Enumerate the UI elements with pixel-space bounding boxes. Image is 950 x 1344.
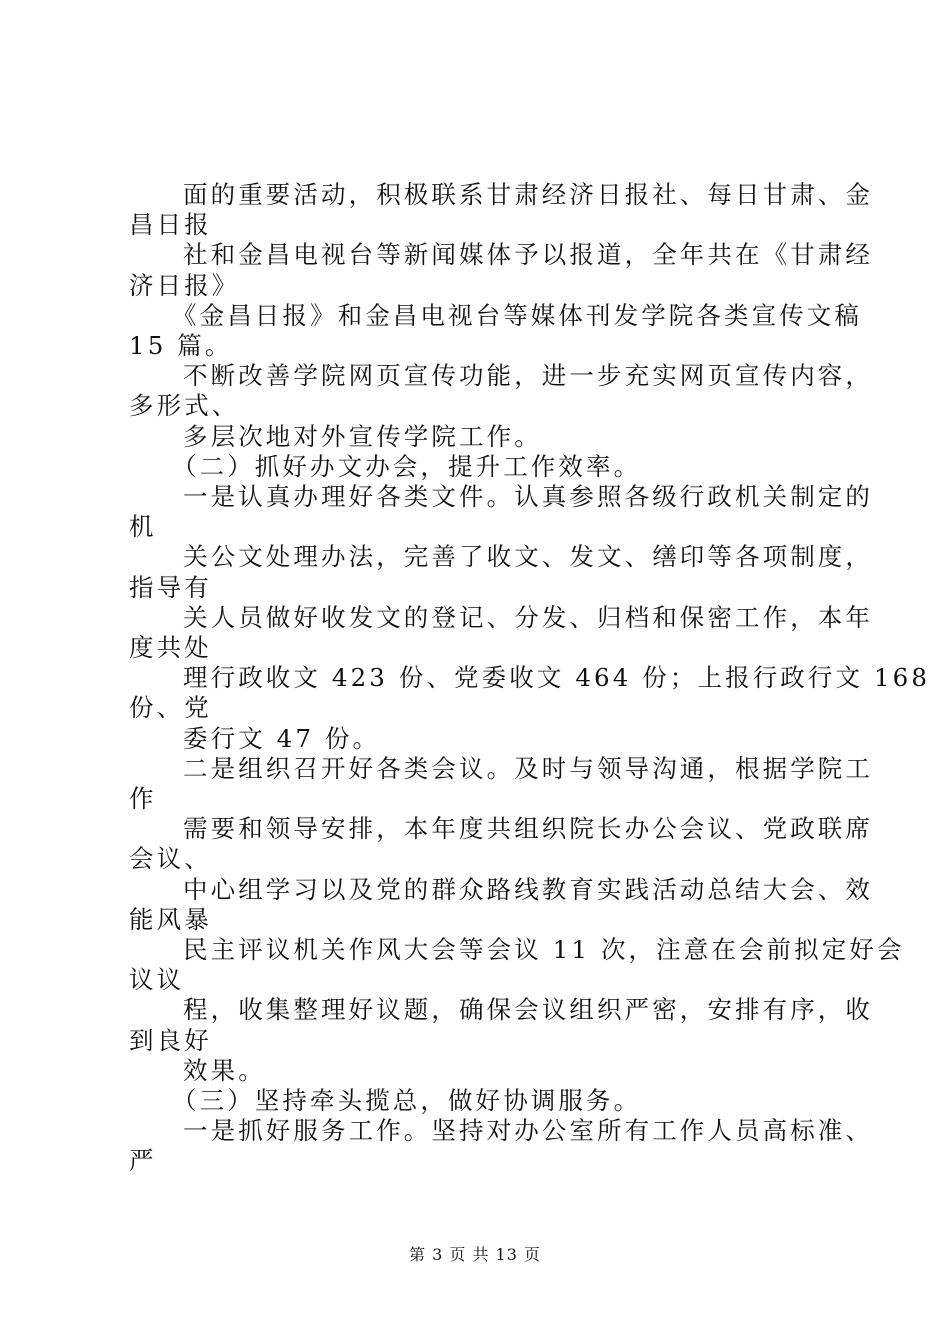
text-line: 程，收集整理好议题，确保会议组织严密，安排有序，收	[183, 995, 873, 1024]
text-line: 关公文处理办法，完善了收文、发文、缮印等各项制度，	[183, 542, 873, 571]
text-line: 需要和领导安排，本年度共组织院长办公会议、党政联席	[183, 814, 873, 843]
text-line: 作	[129, 784, 157, 813]
section-heading: （三）坚持牵头揽总，做好协调服务。	[172, 1086, 642, 1115]
text-line: 多形式、	[129, 391, 240, 420]
text-line: 面的重要活动，积极联系甘肃经济日报社、每日甘肃、金	[183, 180, 873, 209]
text-line: 会议、	[129, 844, 212, 873]
text-line: 机	[129, 512, 157, 541]
text-line: 关人员做好收发文的登记、分发、归档和保密工作，本年	[183, 603, 873, 632]
text-line: 理行政收文 423 份、党委收文 464 份；上报行政行文 168	[183, 663, 931, 692]
text-line: 到良好	[129, 1026, 212, 1055]
text-line: 二是组织召开好各类会议。及时与领导沟通，根据学院工	[183, 754, 873, 783]
text-line: 一是抓好服务工作。坚持对办公室所有工作人员高标准、	[183, 1116, 873, 1145]
text-line: 社和金昌电视台等新闻媒体予以报道，全年共在《甘肃经	[183, 240, 873, 269]
text-line: 济日报》	[129, 271, 240, 300]
text-line: 昌日报	[129, 210, 212, 239]
text-line: 指导有	[129, 573, 212, 602]
text-line: 严	[129, 1146, 157, 1175]
text-line: 能风暴	[129, 905, 212, 934]
text-line: 《金昌日报》和金昌电视台等媒体刊发学院各类宣传文稿	[172, 301, 862, 330]
text-line: 份、党	[129, 693, 212, 722]
text-line: 不断改善学院网页宣传功能，进一步充实网页宣传内容，	[183, 361, 873, 390]
text-line: 一是认真办理好各类文件。认真参照各级行政机关制定的	[183, 482, 873, 511]
page-footer: 第 3 页 共 13 页	[409, 1245, 541, 1264]
text-line: 多层次地对外宣传学院工作。	[183, 422, 542, 451]
text-line: 度共处	[129, 633, 212, 662]
text-line: 效果。	[183, 1056, 266, 1085]
text-line: 15 篇。	[129, 331, 233, 360]
text-line: 委行文 47 份。	[183, 724, 381, 753]
section-heading: （二）抓好办文办会，提升工作效率。	[172, 452, 642, 481]
text-line: 民主评议机关作风大会等会议 11 次，注意在会前拟定好会	[183, 935, 905, 964]
text-line: 议议	[129, 965, 185, 994]
text-line: 中心组学习以及党的群众路线教育实践活动总结大会、效	[183, 875, 873, 904]
